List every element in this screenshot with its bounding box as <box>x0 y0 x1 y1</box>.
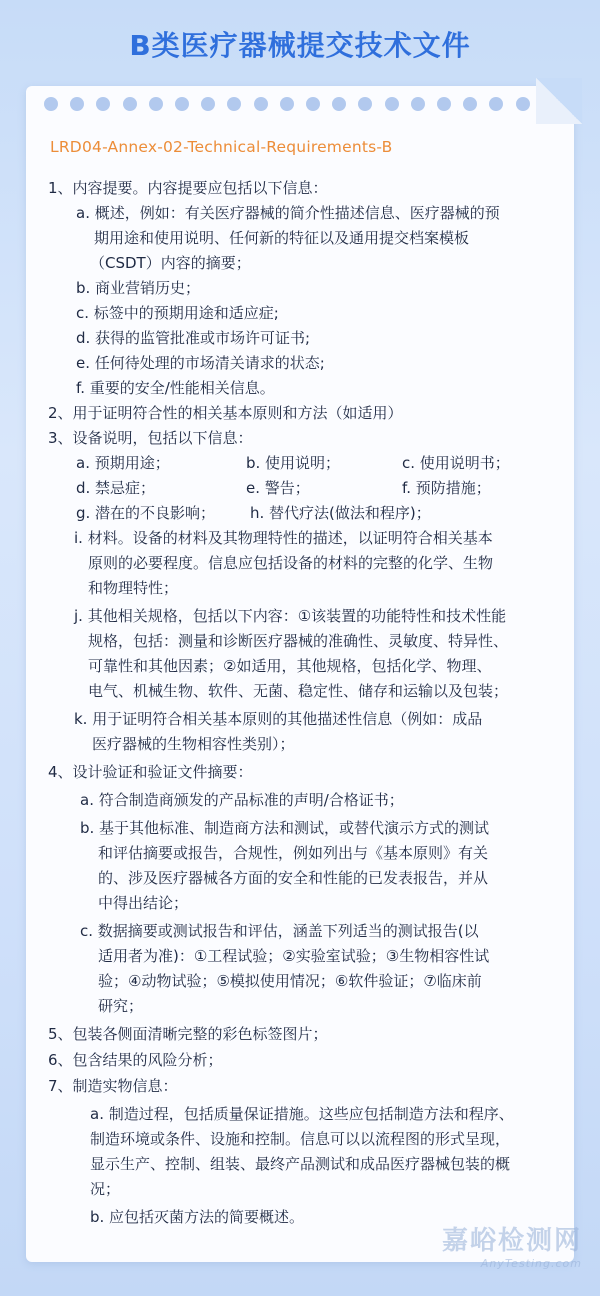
document-card <box>26 86 574 1262</box>
item-4c-cont: 研究； <box>98 997 144 1015</box>
watermark-cn: 嘉峪检测网 <box>441 1226 582 1256</box>
section-2: 2、用于证明符合性的相关基本原则和方法（如适用） <box>48 404 403 422</box>
item-3k-cont: 医疗器械的生物相容性类别）； <box>92 735 295 753</box>
item-1a-cont: 期用途和使用说明、任何新的特征以及通用提交档案模板 <box>94 229 470 247</box>
section-1: 1、内容提要。内容提要应包括以下信息： <box>48 179 328 197</box>
item-4b-cont: 和评估摘要或报告，合规性，例如列出与《基本原则》有关 <box>98 844 489 862</box>
item-4b-cont: 中得出结论； <box>98 894 189 912</box>
item-3g: g. 潜在的不良影响； <box>76 504 216 522</box>
item-3e: e. 警告； <box>246 479 310 497</box>
item-3a: a. 预期用途； <box>76 454 170 472</box>
item-1a-cont: （CSDT）内容的摘要； <box>90 254 251 272</box>
item-4a: a. 符合制造商颁发的产品标准的声明/合格证书； <box>80 791 404 809</box>
section-6: 6、包含结果的风险分析； <box>48 1051 223 1069</box>
item-4b-cont: 的、涉及医疗器械各方面的安全和性能的已发表报告，并从 <box>98 869 489 887</box>
section-7: 7、制造实物信息： <box>48 1077 178 1095</box>
item-3d: d. 禁忌症； <box>76 479 156 497</box>
item-1f: f. 重要的安全/性能相关信息。 <box>76 379 275 397</box>
item-4b: b. 基于其他标准、制造商方法和测试，或替代演示方式的测试 <box>80 819 490 837</box>
section-3: 3、设备说明，包括以下信息： <box>48 429 253 447</box>
item-3b: b. 使用说明； <box>246 454 341 472</box>
item-3j-cont: 规格，包括：测量和诊断医疗器械的准确性、灵敏度、特异性、 <box>88 632 509 650</box>
decorative-dots <box>44 97 556 111</box>
watermark <box>442 1220 582 1270</box>
item-4c-cont: 适用者为准)：①工程试验；②实验室试验；③生物相容性试 <box>98 947 490 965</box>
item-7a: a. 制造过程，包括质量保证措施。这些应包括制造方法和程序、 <box>90 1105 514 1123</box>
item-1c: c. 标签中的预期用途和适应症; <box>76 304 279 322</box>
section-5: 5、包装各侧面清晰完整的彩色标签图片； <box>48 1025 328 1043</box>
item-3j-cont: 电气、机械生物、软件、无菌、稳定性、储存和运输以及包装； <box>88 682 509 700</box>
item-7b: b. 应包括灭菌方法的简要概述。 <box>90 1208 305 1226</box>
item-3i: i. 材料。设备的材料及其物理特性的描述，以证明符合相关基本 <box>74 529 493 547</box>
item-3j: j. 其他相关规格，包括以下内容：①该装置的功能特性和技术性能 <box>74 607 507 625</box>
item-7a-cont: 制造环境或条件、设施和控制。信息可以以流程图的形式呈现， <box>90 1130 511 1148</box>
item-4c-cont: 验；④动物试验；⑤模拟使用情况；⑥软件验证；⑦临床前 <box>98 972 482 990</box>
item-3f: f. 预防措施； <box>402 479 491 497</box>
item-3i-cont: 和物理特性； <box>88 579 179 597</box>
item-1b: b. 商业营销历史； <box>76 279 201 297</box>
item-7a-cont: 况； <box>90 1180 121 1198</box>
item-3c: c. 使用说明书； <box>402 454 510 472</box>
watermark-en: AnyTesting.com <box>480 1257 582 1270</box>
item-7a-cont: 显示生产、控制、组装、最终产品测试和成品医疗器械包装的概 <box>90 1155 511 1173</box>
item-1e: e. 任何待处理的市场清关请求的状态; <box>76 354 325 372</box>
document-code: LRD04-Annex-02-Technical-Requirements-B <box>50 138 393 156</box>
item-1a: a. 概述，例如：有关医疗器械的简介性描述信息、医疗器械的预 <box>76 204 500 222</box>
item-3k: k. 用于证明符合相关基本原则的其他描述性信息（例如：成品 <box>74 710 483 728</box>
section-4: 4、设计验证和验证文件摘要： <box>48 763 253 781</box>
item-3i-cont: 原则的必要程度。信息应包括设备的材料的完整的化学、生物 <box>88 554 494 572</box>
item-3j-cont: 可靠性和其他因素；②如适用，其他规格，包括化学、物理、 <box>88 657 492 675</box>
item-4c: c. 数据摘要或测试报告和评估，涵盖下列适当的测试报告(以 <box>80 922 479 940</box>
page-title: B类医疗器械提交技术文件 <box>129 29 471 62</box>
item-1d: d. 获得的监管批准或市场许可证书; <box>76 329 311 347</box>
item-3h: h. 替代疗法(做法和程序)； <box>250 504 431 522</box>
